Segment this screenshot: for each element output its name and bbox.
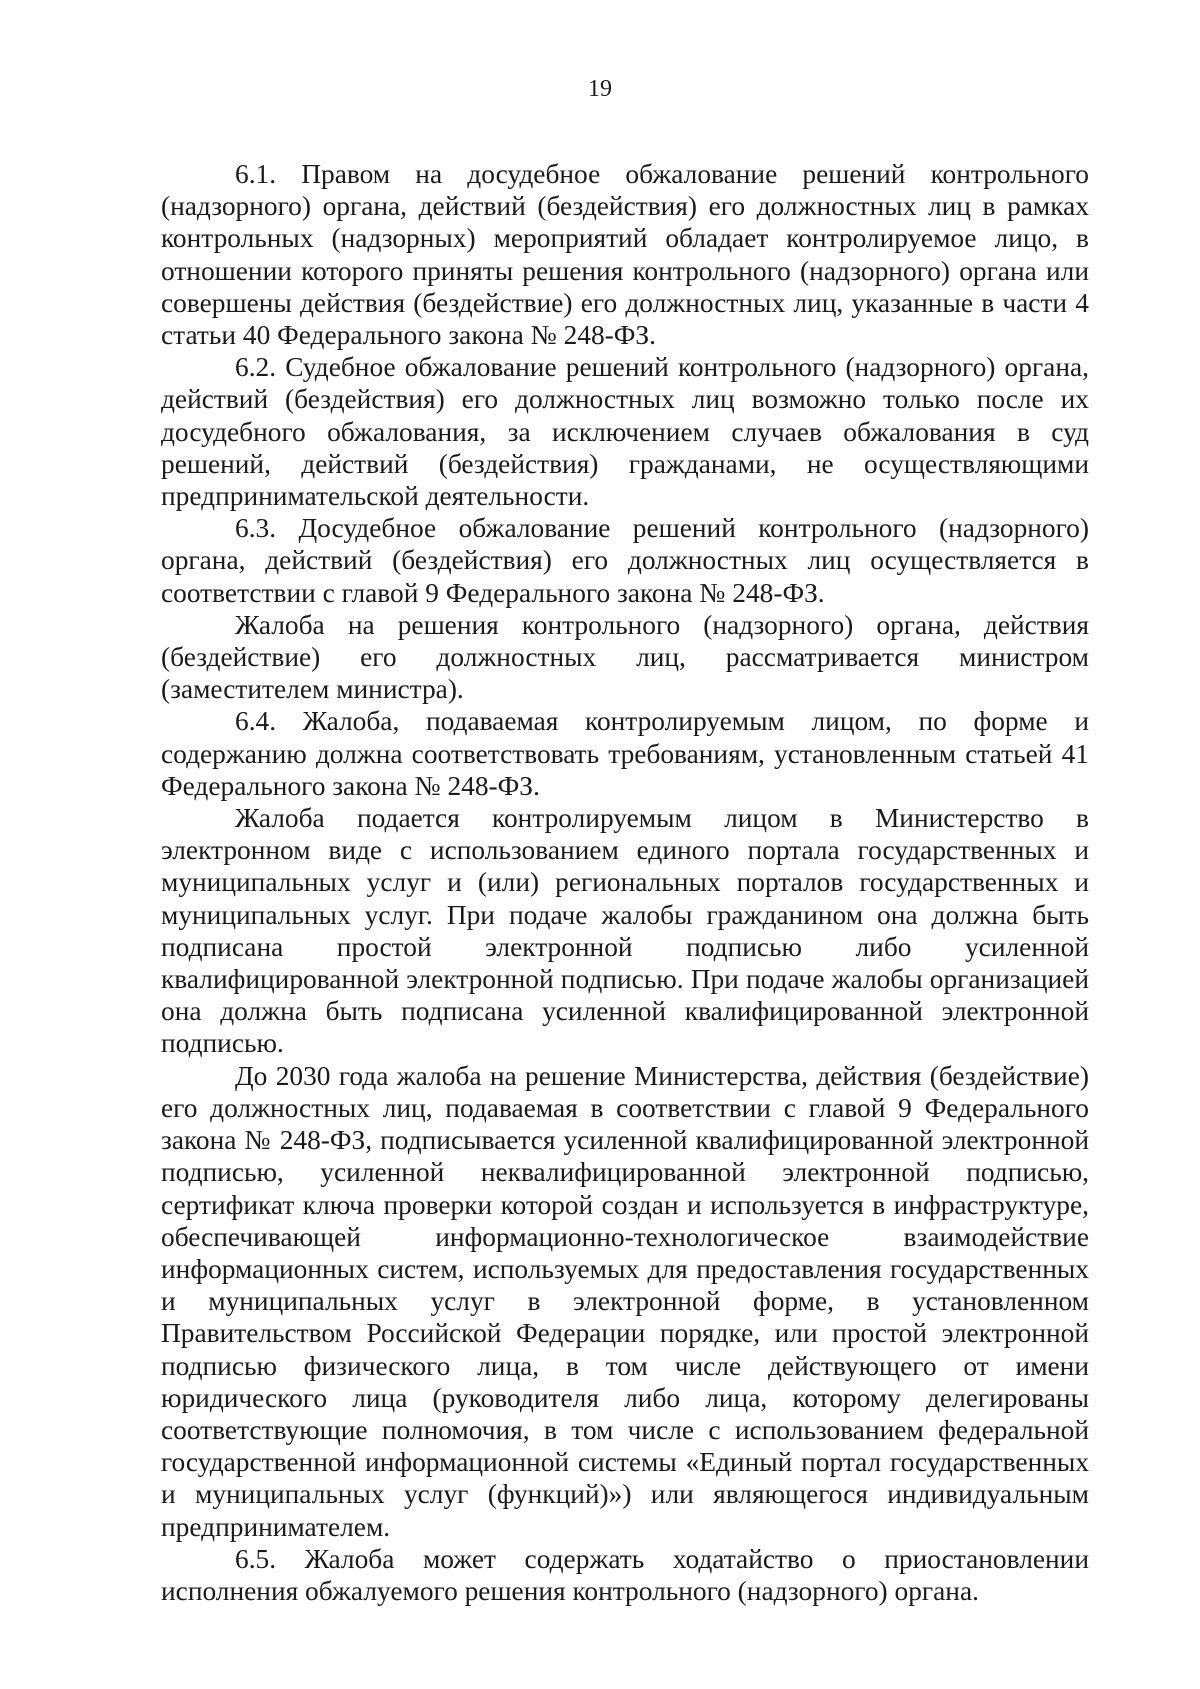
- paragraph-6-5: 6.5. Жалоба может содержать ходатайство о приостановлении исполнения обжалуемого решения контрольного (надзорного) органа.: [161, 1543, 1089, 1606]
- paragraph-6-4: 6.4. Жалоба, подаваемая контролируемым лицом, по форме и содержанию должна соответствовать требованиям, установленным статьей 41 Федерального закона № 248-ФЗ.: [161, 706, 1089, 801]
- document-body: [161, 158, 1089, 1607]
- paragraph-6-2: 6.2. Судебное обжалование решений контрольного (надзорного) органа, действий (бездействия) его должностных лиц возможно только после их досудебного обжалования, за исключением случаев обжалования в суд решений, действий (бездействия) гражданами, не осуществляющими предпринимательской деятельности.: [161, 352, 1089, 512]
- paragraph-until-2030: До 2030 года жалоба на решение Министерства, действия (бездействие) его должностных лиц, подаваемая в соответствии с главой 9 Федерального закона № 248-ФЗ, подписывается усиленной квалифицированной электронной подписью, усиленной неквалифицированной электронной подписью, сертификат ключа проверки которой создан и используется в инфраструктуре, обеспечивающей информационно-технологическое взаимодействие информационных систем, используемых для предоставления государственных и муниципальных услуг в электронной форме, в установленном Правительством Российской Федерации порядке, или простой электронной подписью физического лица, в том числе действующего от имени юридического лица (руководителя либо лица, которому делегированы соответствующие полномочия, в том числе с использованием федеральной государственной информационной системы «Единый портал государственных и муниципальных услуг (функций)») или являющегося индивидуальным предпринимателем.: [161, 1060, 1089, 1542]
- paragraph-6-3: 6.3. Досудебное обжалование решений контрольного (надзорного) органа, действий (бездействия) его должностных лиц осуществляется в соответствии с главой 9 Федерального закона № 248-ФЗ.: [161, 513, 1089, 608]
- paragraph-complaint-review: Жалоба на решения контрольного (надзорного) органа, действия (бездействие) его должностных лиц, рассматривается министром (заместителем министра).: [161, 609, 1089, 705]
- paragraph-complaint-submission: Жалоба подается контролируемым лицом в Министерство в электронном виде с использованием единого портала государственных и муниципальных услуг и (или) региональных порталов государственных и муниципальных услуг. При подаче жалобы гражданином она должна быть подписана простой электронной подписью либо усиленной квалифицированной электронной подписью. При подаче жалобы организацией она должна быть подписана усиленной квалифицированной электронной подписью.: [161, 803, 1089, 1059]
- page-number: 19: [588, 76, 612, 102]
- paragraph-6-1: 6.1. Правом на досудебное обжалование решений контрольного (надзорного) органа, действий (бездействия) его должностных лиц в рамках контрольных (надзорных) мероприятий обладает контролируемое лицо, в отношении которого приняты решения контрольного (надзорного) органа или совершены действия (бездействие) его должностных лиц, указанные в части 4 статьи 40 Федерального закона № 248-ФЗ.: [161, 159, 1089, 351]
